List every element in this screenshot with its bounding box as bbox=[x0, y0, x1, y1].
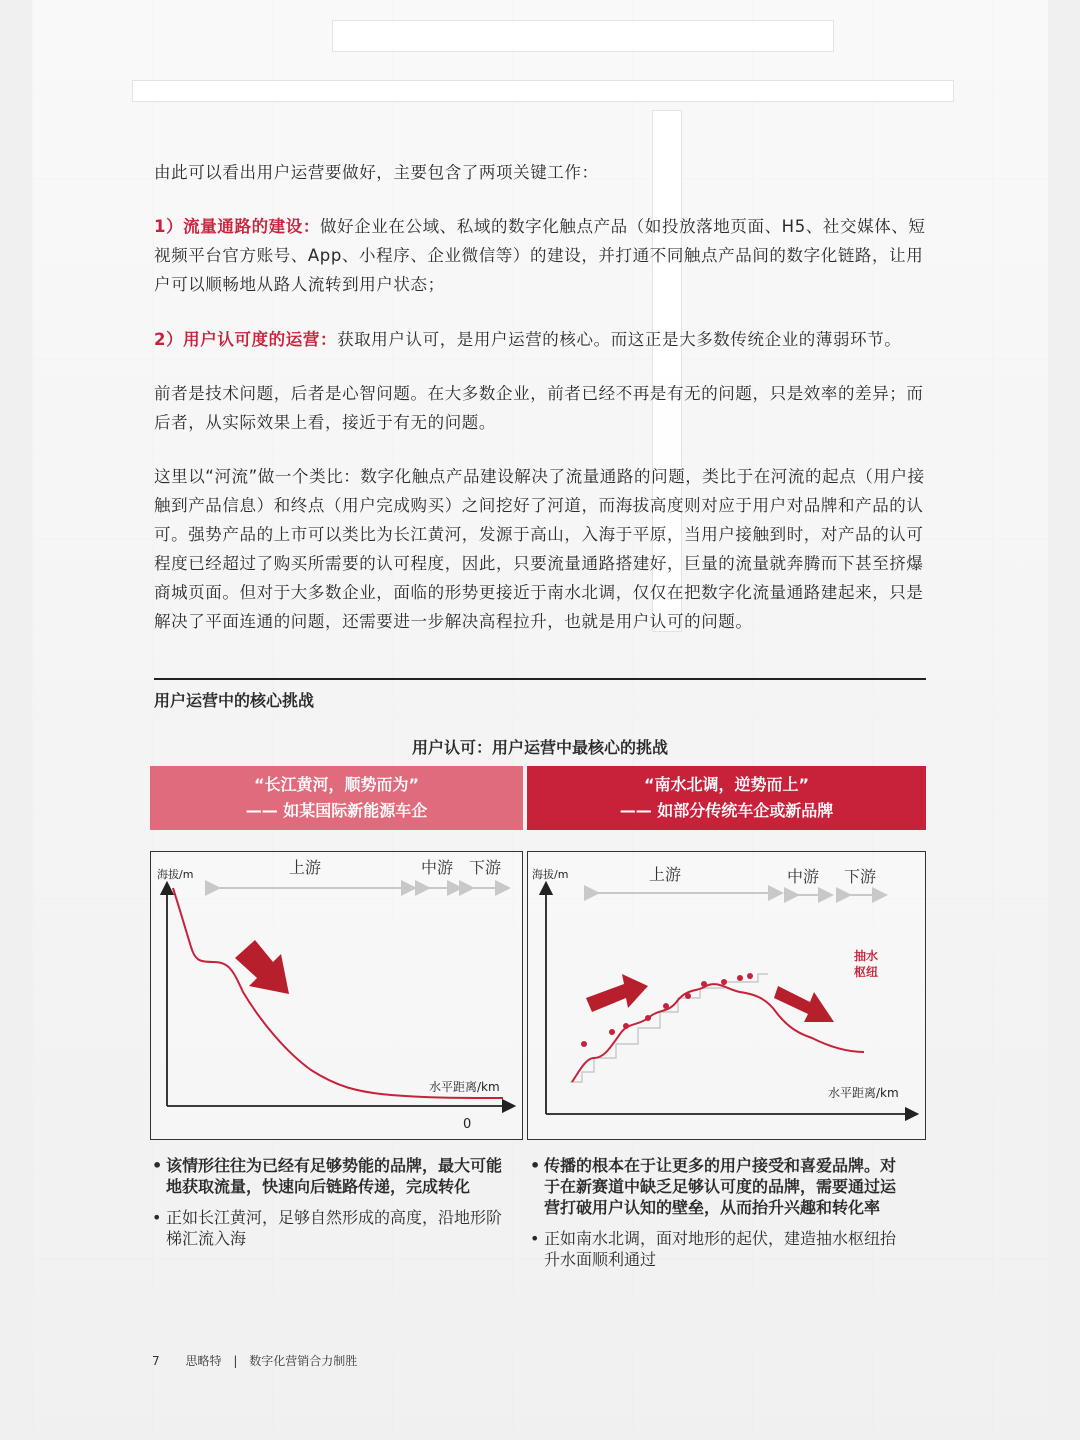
footer-title: 数字化营销合力制胜 bbox=[249, 1354, 358, 1368]
right-bullet-1: • 传播的根本在于让更多的用户接受和喜爱品牌。对于在新赛道中缺乏足够认可度的品牌，需要通过运营打破用户认知的壁垒，从而抬升兴趣和转化率 bbox=[530, 1155, 910, 1218]
section-title: 用户运营中的核心挑战 bbox=[154, 691, 315, 710]
banner-south-north-quote: “南水北调，逆势而上” bbox=[643, 775, 810, 794]
pump-station-label-1: 抽水 bbox=[854, 949, 879, 963]
y-axis-label: 海拔/m bbox=[157, 868, 194, 881]
paragraph-tech-vs-mind: 前者是技术问题，后者是心智问题。在大多数企业，前者已经不再是有无的问题，只是效率的差异；而后者，从实际效果上看，接近于有无的问题。 bbox=[154, 384, 924, 432]
right-bullet-list bbox=[530, 1155, 910, 1280]
item-user-recognition bbox=[154, 325, 930, 354]
diagram-downhill bbox=[150, 851, 523, 1140]
paragraph-river-analogy: 这里以“河流”做一个类比：数字化触点产品建设解决了流量通路的问题，类比于在河流的起点（用户接触到产品信息）和终点（用户完成购买）之间挖好了河道，而海拔高度则对应于用户对品牌和产品的认可。强势产品的上市可以类比为长江黄河，发源于高山，入海于平原，当用户接触到时，对产品的认可程度已经超过了购买所需要的认可程度，因此，只要流量通路搭建好，巨量的流量就奔腾而下甚至挤爆商城页面。但对于大多数企业，面临的形势更接近于南水北调，仅仅在把数字化流量通路建起来，只是解决了平面连通的问题，还需要进一步解决高程拉升，也就是用户认可的问题。 bbox=[154, 467, 925, 631]
diagram-downhill-svg bbox=[151, 852, 524, 1141]
downstream-label: 下游 bbox=[844, 867, 877, 886]
downstream-flow-arrow bbox=[774, 986, 834, 1022]
uphill-flow-arrow bbox=[586, 974, 648, 1012]
x-axis-label: 水平距离/km bbox=[828, 1086, 899, 1100]
figure-title: 用户认可：用户运营中最核心的挑战 bbox=[411, 738, 668, 757]
item-traffic-channel bbox=[154, 212, 930, 299]
banner-south-north bbox=[527, 766, 926, 830]
page-footer bbox=[152, 1352, 365, 1369]
banner-yangtze-quote: “长江黄河，顺势而为” bbox=[253, 775, 420, 794]
diagram-uphill-svg bbox=[528, 852, 927, 1141]
banner-south-north-example: —— 如部分传统车企或新品牌 bbox=[619, 801, 834, 820]
page-margin-left bbox=[0, 0, 32, 1440]
origin-label: 0 bbox=[463, 1117, 472, 1132]
diagram-uphill bbox=[527, 851, 926, 1140]
footer-brand: 思略特 bbox=[185, 1354, 222, 1368]
item-traffic-channel-text: 做好企业在公域、私域的数字化触点产品（如投放落地页面、H5、社交媒体、短视频平台官方账号、App、小程序、企业微信等）的建设，并打通不同触点产品间的数字化链路，让用户可以顺畅地从路人流转到用户状态； bbox=[154, 217, 926, 294]
left-bullet-2: • 正如长江黄河，足够自然形成的高度，沿地形阶梯汇流入海 bbox=[152, 1207, 514, 1249]
downhill-flow-arrow bbox=[235, 940, 289, 994]
midstream-label: 中游 bbox=[787, 867, 820, 886]
background-ceiling-duct bbox=[332, 20, 834, 52]
pump-station-label-2: 枢纽 bbox=[854, 965, 879, 979]
pump-staircase bbox=[570, 974, 768, 1082]
upstream-label: 上游 bbox=[649, 865, 682, 884]
page-margin-right bbox=[1048, 0, 1080, 1440]
item-user-recognition-label: 2）用户认可度的运营： bbox=[154, 330, 338, 349]
y-axis-label: 海拔/m bbox=[532, 868, 569, 881]
footer-separator: | bbox=[233, 1354, 238, 1368]
section-divider bbox=[154, 678, 926, 680]
terrain-curve bbox=[173, 888, 503, 1098]
page-number: 7 bbox=[152, 1354, 160, 1368]
right-bullet-2: • 正如南水北调，面对地形的起伏，建造抽水枢纽抬升水面顺利通过 bbox=[530, 1228, 910, 1270]
midstream-label: 中游 bbox=[421, 858, 454, 877]
left-bullet-list bbox=[152, 1155, 514, 1259]
item-traffic-channel-label: 1）流量通路的建设： bbox=[154, 217, 320, 236]
banner-yangtze-example: —— 如某国际新能源车企 bbox=[245, 801, 428, 820]
banner-yangtze bbox=[150, 766, 523, 830]
background-ceiling-pipe bbox=[132, 80, 954, 102]
intro-paragraph: 由此可以看出用户运营要做好，主要包含了两项关键工作： bbox=[154, 163, 599, 182]
upstream-label: 上游 bbox=[289, 858, 322, 877]
left-bullet-1: • 该情形往往为已经有足够势能的品牌，最大可能地获取流量，快速向后链路传递，完成转化 bbox=[152, 1155, 514, 1197]
item-user-recognition-text: 获取用户认可，是用户运营的核心。而这正是大多数传统企业的薄弱环节。 bbox=[337, 330, 902, 349]
x-axis-label: 水平距离/km bbox=[429, 1080, 500, 1094]
downstream-label: 下游 bbox=[469, 858, 502, 877]
